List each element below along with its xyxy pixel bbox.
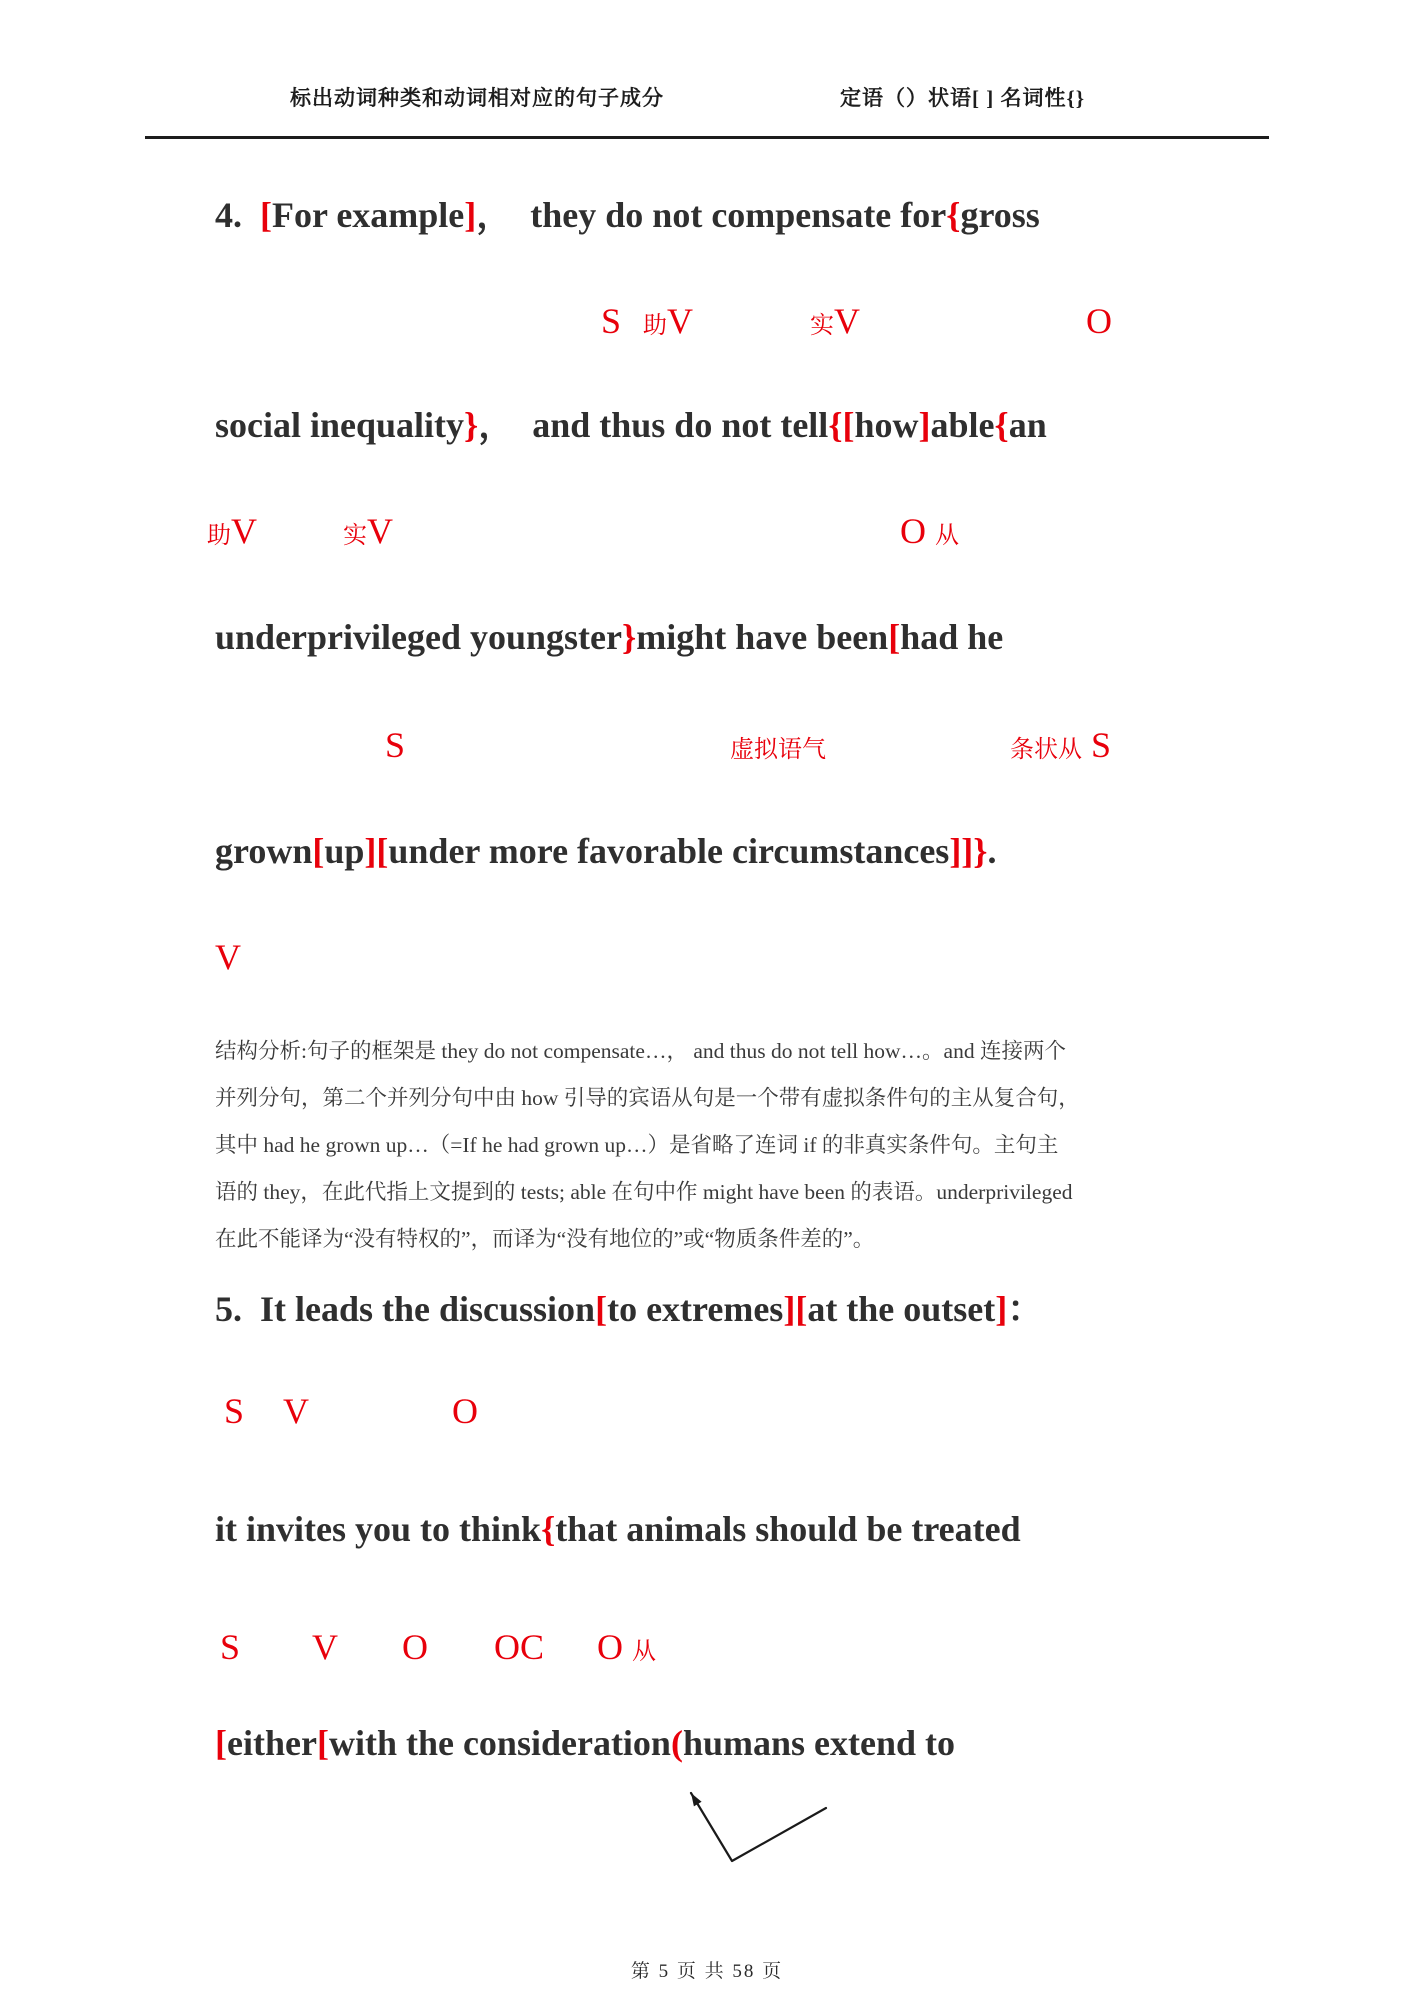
grammar-label [215, 934, 241, 980]
label-latin: O [597, 1627, 632, 1667]
sentence-text: humans extend to [682, 1723, 955, 1763]
header-legend: 定语（）状语[ ] 名词性{} [840, 86, 1086, 110]
sentence-text: grown [215, 831, 313, 871]
grammar-label [220, 1624, 240, 1670]
label-latin: S [224, 1391, 245, 1431]
label-latin: V [367, 511, 393, 551]
sentence-text: either [227, 1723, 317, 1763]
label-latin: V [834, 301, 860, 341]
grammar-label [730, 722, 826, 773]
label-latin: O [1086, 301, 1112, 341]
label-cjk: 实 [810, 313, 834, 339]
label-latin: OC [494, 1627, 545, 1667]
red-bracket: { [994, 405, 1009, 445]
sentence-text: with the consideration [328, 1723, 671, 1763]
grammar-label [810, 298, 860, 349]
sentence-text: 4. [215, 195, 260, 235]
grammar-label [343, 508, 393, 559]
sentence-text: ， and thus do not tell [478, 405, 829, 445]
sentence-4-line-3 [215, 614, 1003, 660]
red-bracket: [ [888, 617, 901, 657]
sentence-text: For example [272, 195, 465, 235]
red-bracket: ][ [783, 1289, 808, 1329]
analysis-line-2: 并列分句，第二个并列分句中由 how 引导的宾语从句是一个带有虚拟条件句的主从复合句， [215, 1086, 1080, 1110]
label-latin: O [402, 1627, 428, 1667]
label-cjk: 助 [207, 523, 231, 549]
label-cjk: 条状从 [1010, 737, 1082, 763]
red-bracket: [ [316, 1723, 329, 1763]
label-latin: V [312, 1627, 338, 1667]
grammar-label [1010, 722, 1111, 773]
label-latin: V [667, 301, 693, 341]
sentence-text: under more favorable circumstances [388, 831, 950, 871]
sentence-text: social inequality [215, 405, 465, 445]
sentence-text: an [1008, 405, 1047, 445]
label-latin: V [231, 511, 257, 551]
analysis-line-3: 其中 had he grown up…（=If he had grown up…）是省略了连词 if 的非真实条件句。主句主 [215, 1133, 1059, 1157]
sentence-text: might have been [636, 617, 889, 657]
grammar-label [224, 1388, 244, 1434]
label-latin: O [452, 1391, 478, 1431]
grammar-label [402, 1624, 428, 1670]
label-latin: S [1082, 725, 1112, 765]
annotation-row-3 [0, 722, 1414, 770]
analysis-line-1: 结构分析:句子的框架是 they do not compensate…， and thus do not tell how…。and 连接两个 [215, 1039, 1066, 1063]
label-cjk: 从 [935, 523, 959, 549]
analysis-line-4: 语的 they，在此代指上文提到的 tests; able 在句中作 might have been 的表语。underprivileged [215, 1180, 1073, 1204]
page-number: 第 5 页 共 58 页 [630, 1961, 784, 1982]
red-bracket: } [464, 405, 479, 445]
grammar-label [312, 1624, 338, 1670]
red-bracket: {[ [828, 405, 855, 445]
red-bracket: [ [595, 1289, 608, 1329]
annotation-row-5 [0, 1388, 1414, 1436]
sentence-text: up [324, 831, 365, 871]
red-bracket: ] [918, 405, 931, 445]
red-bracket: { [541, 1509, 556, 1549]
red-bracket: { [946, 195, 961, 235]
sentence-text: ， they do not compensate for [476, 195, 947, 235]
sentence-text: to extremes [607, 1289, 784, 1329]
red-bracket: [ [260, 195, 272, 235]
sentence-5-line-2 [215, 1506, 1021, 1552]
label-latin: S [601, 301, 622, 341]
grammar-label [1086, 298, 1112, 344]
annotation-row-6 [0, 1624, 1414, 1672]
red-bracket: ]]} [949, 831, 988, 871]
sentence-4-line-4 [215, 828, 996, 874]
header-left-title: 标出动词种类和动词相对应的句子成分 [290, 86, 664, 110]
sentence-text: able [930, 405, 995, 445]
sentence-text: . [987, 831, 997, 871]
sentence-4-line-1 [215, 192, 1040, 238]
arrowhead [691, 1793, 702, 1806]
sentence-text: at the outset [807, 1289, 996, 1329]
annotation-row-2 [0, 508, 1414, 556]
sentence-text: ： [1007, 1289, 1044, 1329]
sentence-text: that animals should be treated [555, 1509, 1021, 1549]
red-bracket: [ [215, 1723, 227, 1763]
red-bracket: ] [995, 1289, 1008, 1329]
label-latin: S [385, 725, 406, 765]
sentence-5-line-3 [215, 1720, 955, 1766]
label-cjk: 虚拟语气 [730, 737, 826, 763]
red-bracket: ] [464, 195, 477, 235]
red-bracket: ][ [364, 831, 389, 871]
sentence-text: 5. It leads the discussion [215, 1289, 596, 1329]
sentence-text: underprivileged youngster [215, 617, 623, 657]
grammar-label [283, 1388, 309, 1434]
label-latin: S [220, 1627, 241, 1667]
sentence-text: gross [960, 195, 1040, 235]
label-cjk: 实 [343, 523, 367, 549]
sentence-text: how [854, 405, 919, 445]
grammar-label [385, 722, 405, 768]
grammar-label [452, 1388, 478, 1434]
annotation-row-4 [0, 934, 1414, 982]
sentence-text: it invites you to think [215, 1509, 542, 1549]
sentence-text: had he [900, 617, 1004, 657]
analysis-line-5: 在此不能译为“没有特权的”，而译为“没有地位的”或“物质条件差的”。 [215, 1227, 875, 1251]
hand-drawn-arrow [640, 1778, 840, 1873]
grammar-label [207, 508, 257, 559]
label-cjk: 助 [643, 313, 667, 339]
label-cjk: 从 [632, 1639, 656, 1665]
label-latin: O [900, 511, 935, 551]
red-bracket: } [622, 617, 637, 657]
grammar-label [900, 508, 959, 559]
red-bracket: ( [670, 1723, 683, 1763]
grammar-label [597, 1624, 656, 1675]
red-bracket: [ [312, 831, 325, 871]
label-latin: V [215, 937, 241, 977]
sentence-5-line-1 [215, 1286, 1043, 1332]
sentence-4-line-2 [215, 402, 1047, 448]
grammar-label [601, 298, 621, 344]
label-latin: V [283, 1391, 309, 1431]
grammar-label [494, 1624, 544, 1670]
grammar-label [643, 298, 693, 349]
header-rule [145, 136, 1269, 139]
annotation-row-1 [0, 298, 1414, 346]
